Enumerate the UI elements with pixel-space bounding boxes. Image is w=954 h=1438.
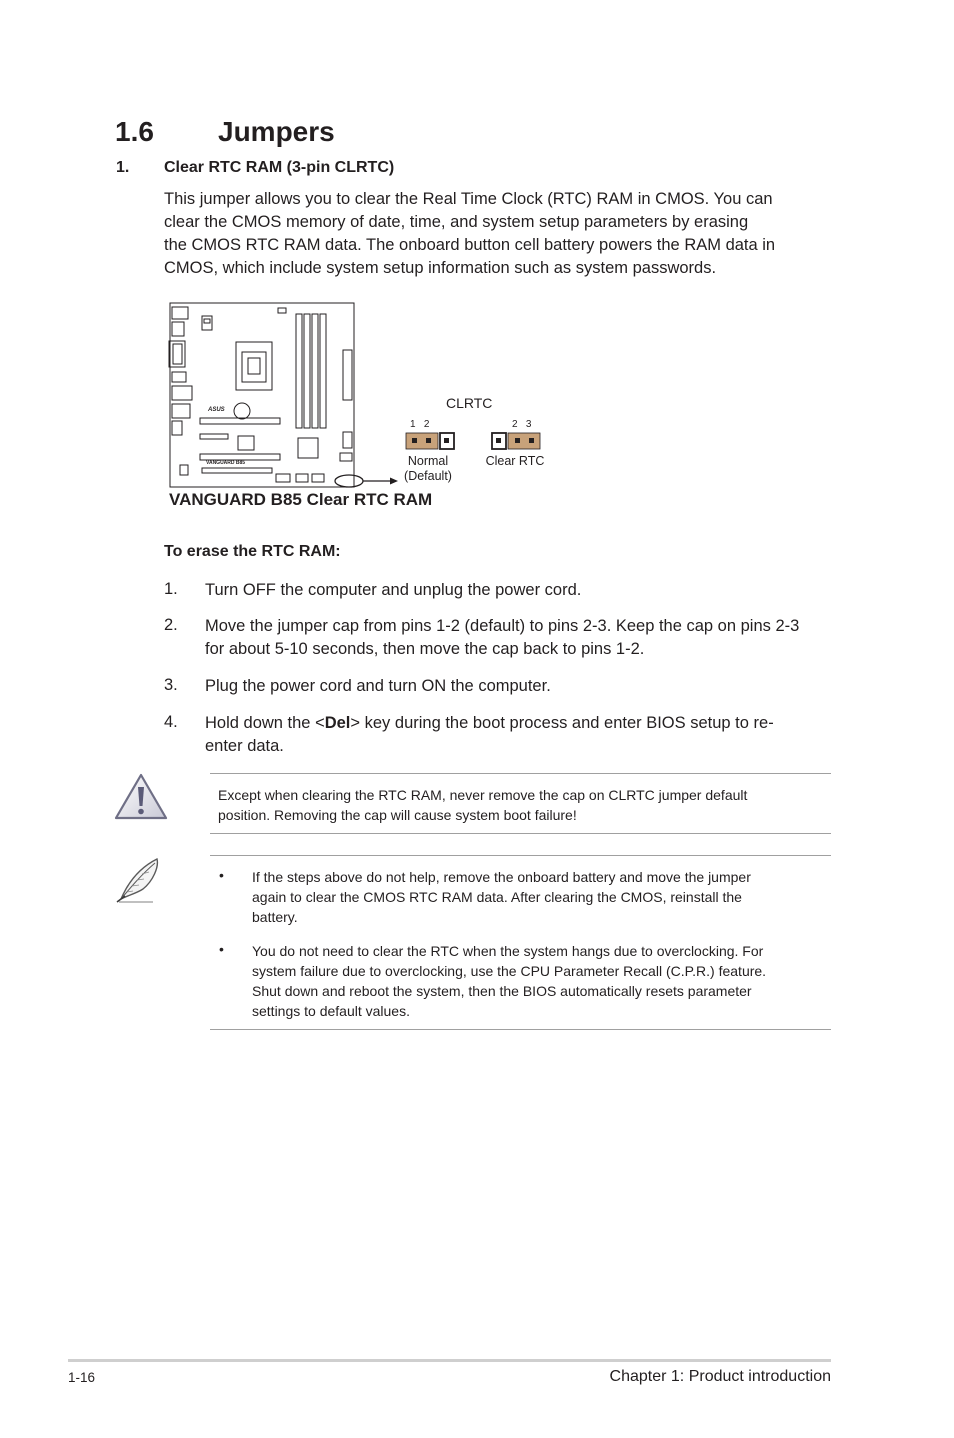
intro-line: clear the CMOS memory of date, time, and system setup parameters by erasing <box>164 213 749 231</box>
footer-rule <box>68 1359 831 1362</box>
del-key: Del <box>324 714 351 732</box>
step-number: 3. <box>164 676 178 694</box>
subsection-title: Clear RTC RAM (3-pin CLRTC) <box>164 159 395 176</box>
note-bullet-text: If the steps above do not help, remove the onboard battery and move the jumper again to clear the CMOS RTC RAM data. After clearing the CMOS, reinstall the battery. <box>252 869 751 925</box>
normal-jumper-diagram <box>405 432 455 450</box>
motherboard-layout-diagram <box>160 298 400 494</box>
section-title: Jumpers <box>218 116 335 147</box>
board-label: VANGUARD B85 <box>206 460 246 466</box>
clear-pin-numbers: 2 3 <box>512 419 532 430</box>
caution-bottom-rule <box>210 833 831 834</box>
step-number: 4. <box>164 713 178 731</box>
warning-icon <box>113 772 169 822</box>
clrtc-highlight <box>335 475 363 487</box>
step-text: Turn OFF the computer and unplug the power cord. <box>205 581 582 599</box>
clear-jumper-diagram <box>491 432 541 450</box>
step-number: 1. <box>164 580 178 598</box>
subsection-number: 1. <box>116 159 130 176</box>
intro-line: This jumper allows you to clear the Real Time Clock (RTC) RAM in CMOS. You can <box>164 190 773 208</box>
bullet-point: • <box>219 867 224 883</box>
intro-line: the CMOS RTC RAM data. The onboard button cell battery powers the RAM data in <box>164 236 776 254</box>
note-bottom-rule <box>210 1029 831 1030</box>
erase-title: To erase the RTC RAM: <box>164 543 341 560</box>
step-text: Plug the power cord and turn ON the computer. <box>205 677 551 695</box>
normal-pin-numbers: 1 2 <box>410 419 430 430</box>
board-logo: ASUS <box>208 407 225 413</box>
intro-paragraph <box>164 188 824 280</box>
cpu-socket <box>236 342 272 390</box>
clear-rtc-label: Clear RTC <box>485 454 545 468</box>
caution-text: Except when clearing the RTC RAM, never remove the cap on CLRTC jumper default position. Removing the cap will cause system boot failure! <box>218 787 748 823</box>
bullet-point: • <box>219 941 224 957</box>
figure-caption: VANGUARD B85 Clear RTC RAM <box>169 490 433 509</box>
chapter-title: Chapter 1: Product introduction <box>609 1368 831 1385</box>
page-number: 1-16 <box>68 1370 96 1385</box>
step-text: Move the jumper cap from pins 1-2 (default) to pins 2-3. Keep the cap on pins 2-3 for about 5-10 seconds, then move the cap back to pins 1-2. <box>205 617 800 658</box>
step-number: 2. <box>164 616 178 634</box>
note-bullet-text: You do not need to clear the RTC when the system hangs due to overclocking. For system failure due to overclocking, use the CPU Parameter Recall (C.P.R.) feature. Shut down and reboot the system, then the BIOS automatically resets parameter settings to default values. <box>252 943 767 1019</box>
note-top-rule <box>210 855 831 856</box>
pointer-arrowhead <box>390 478 398 485</box>
intro-line: CMOS, which include system setup information such as system passwords. <box>164 259 717 277</box>
feather-pen-icon <box>113 855 165 905</box>
step-text: Hold down the <Del> key during the boot process and enter BIOS setup to re- enter data. <box>205 714 774 755</box>
caution-top-rule <box>210 773 831 774</box>
clrtc-header-label: CLRTC <box>446 395 493 411</box>
section-number: 1.6 <box>115 116 154 147</box>
normal-label: Normal (Default) <box>404 454 452 483</box>
